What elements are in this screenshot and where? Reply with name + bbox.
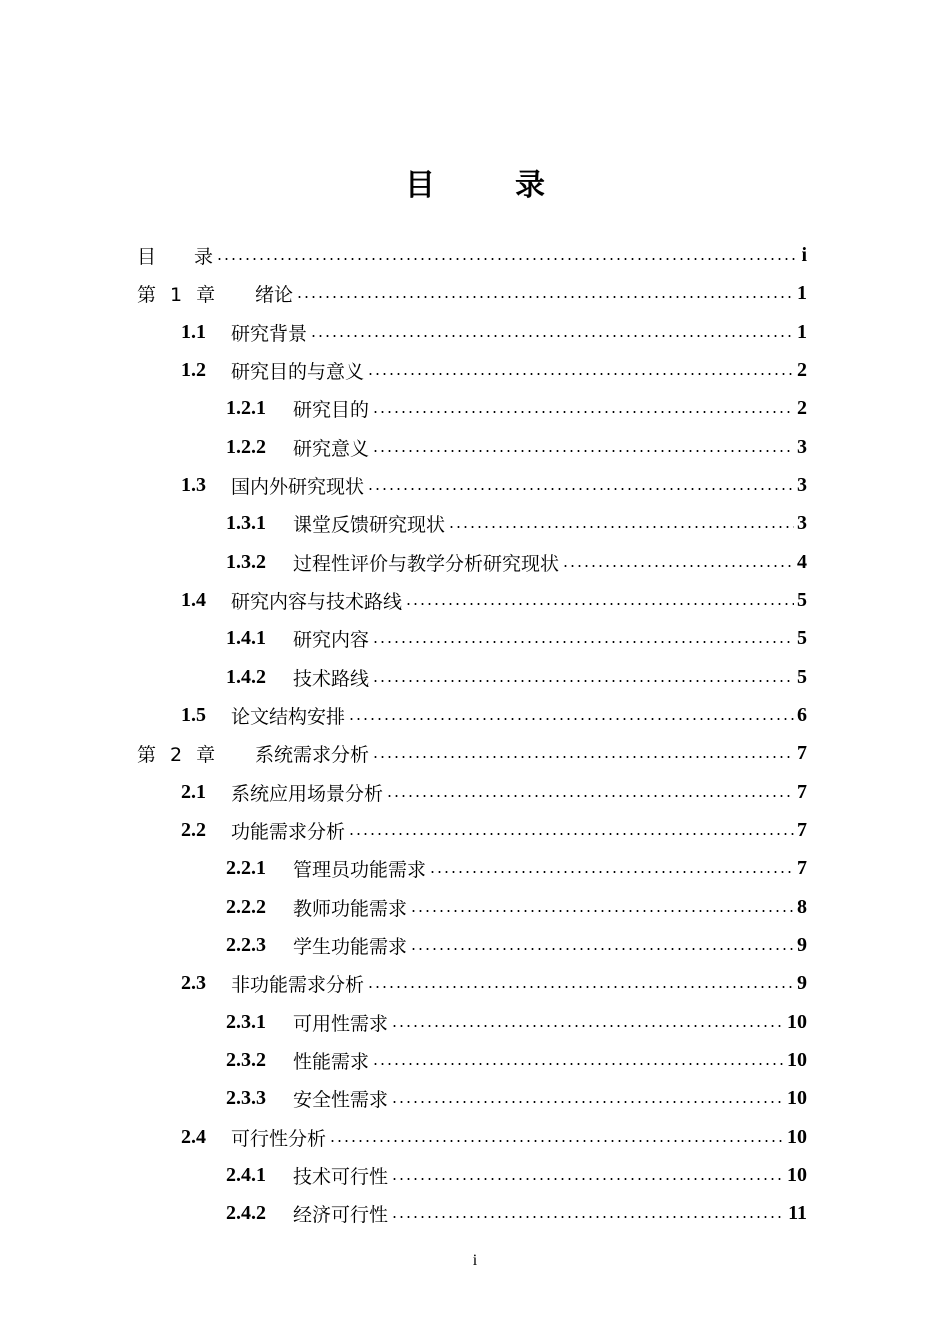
toc-entry[interactable] xyxy=(181,968,807,998)
toc-entry-title: 论文结构安排 xyxy=(231,705,346,728)
toc-entry-number: 1.3.1 xyxy=(226,511,266,534)
toc-dot-leader xyxy=(329,1139,784,1143)
toc-entry[interactable] xyxy=(181,815,807,845)
toc-entry-title: 可用性需求 xyxy=(293,1012,389,1035)
toc-entry-page: 5 xyxy=(797,626,807,649)
toc-entry-page: 10 xyxy=(787,1010,807,1033)
toc-entry[interactable] xyxy=(181,585,807,615)
toc-dot-leader xyxy=(372,640,794,644)
toc-entry-page: 10 xyxy=(787,1125,807,1148)
toc-dot-leader xyxy=(372,449,794,453)
toc-entry-title: 国内外研究现状 xyxy=(231,475,365,498)
toc-entry-number: 2.2.1 xyxy=(226,856,266,879)
toc-entry-number: 1.3.2 xyxy=(226,550,266,573)
toc-entry-title: 性能需求 xyxy=(293,1050,370,1073)
toc-entry-page: 6 xyxy=(797,703,807,726)
toc-entry[interactable] xyxy=(226,547,807,577)
toc-dot-leader xyxy=(448,525,794,529)
toc-entry-number: 2.3 xyxy=(181,971,206,994)
toc-entry-title: 非功能需求分析 xyxy=(231,973,365,996)
toc-entry-number: 2.2.2 xyxy=(226,895,266,918)
toc-entry[interactable] xyxy=(226,432,807,462)
toc-entry-number: 1.4.2 xyxy=(226,665,266,688)
toc-dot-leader xyxy=(348,717,794,721)
toc-entry-number: 第 2 章 xyxy=(137,743,220,766)
toc-entry-number: 2.3.3 xyxy=(226,1086,266,1109)
page-title-char-2: 录 xyxy=(515,168,545,203)
toc-entry[interactable] xyxy=(137,278,807,308)
toc-entry-page: 10 xyxy=(787,1163,807,1186)
toc-entry-page: 2 xyxy=(797,396,807,419)
toc-entry[interactable] xyxy=(226,1160,807,1190)
toc-entry-page: 7 xyxy=(797,856,807,879)
toc-entry-page: 11 xyxy=(788,1201,807,1224)
toc-entry-title: 安全性需求 xyxy=(293,1088,389,1111)
toc-entry[interactable] xyxy=(226,623,807,653)
toc-entry-title: 过程性评价与教学分析研究现状 xyxy=(293,552,560,575)
toc-entry-number: 2.3.2 xyxy=(226,1048,266,1071)
toc-entry-title: 学生功能需求 xyxy=(293,935,408,958)
toc-entry-page: 7 xyxy=(797,741,807,764)
toc-dot-leader xyxy=(410,909,794,913)
toc-entry[interactable] xyxy=(181,1122,807,1152)
toc-entry-title: 研究目的与意义 xyxy=(231,360,365,383)
toc-entry-title: 研究背景 xyxy=(231,322,308,345)
toc-entry-number: 1.3 xyxy=(181,473,206,496)
toc-entry-number: 1.2.2 xyxy=(226,435,266,458)
toc-entry[interactable] xyxy=(181,355,807,385)
toc-entry-title: 管理员功能需求 xyxy=(293,858,427,881)
toc-entry-page: 7 xyxy=(797,818,807,841)
toc-entry[interactable] xyxy=(226,393,807,423)
toc-entry-page: 1 xyxy=(797,320,807,343)
toc-entry-number: 2.4.2 xyxy=(226,1201,266,1224)
toc-entry[interactable] xyxy=(137,240,807,270)
toc-entry[interactable] xyxy=(226,930,807,960)
toc-entry-title: 功能需求分析 xyxy=(231,820,346,843)
toc-dot-leader xyxy=(216,257,796,261)
toc-entry-page: 3 xyxy=(797,473,807,496)
toc-entry-title: 绪论 xyxy=(255,283,294,306)
toc-entry-title: 研究目的 xyxy=(293,398,370,421)
toc-entry-number: 第 1 章 xyxy=(137,283,220,306)
toc-entry-title: 目 录 xyxy=(137,245,214,268)
toc-dot-leader xyxy=(391,1024,784,1028)
toc-entry[interactable] xyxy=(226,508,807,538)
toc-dot-leader xyxy=(372,1062,784,1066)
toc-entry-number: 2.3.1 xyxy=(226,1010,266,1033)
toc-entry-number: 1.2 xyxy=(181,358,206,381)
toc-entry-number: 2.2.3 xyxy=(226,933,266,956)
toc-dot-leader xyxy=(562,564,794,568)
toc-entry-title: 研究意义 xyxy=(293,437,370,460)
toc-entry-number: 2.1 xyxy=(181,780,206,803)
toc-dot-leader xyxy=(367,985,794,989)
toc-dot-leader xyxy=(372,410,794,414)
toc-dot-leader xyxy=(410,947,794,951)
toc-dot-leader xyxy=(429,870,794,874)
toc-entry-number: 1.1 xyxy=(181,320,206,343)
toc-dot-leader xyxy=(391,1177,784,1181)
toc-entry-number: 1.2.1 xyxy=(226,396,266,419)
toc-entry-number: 2.4 xyxy=(181,1125,206,1148)
page-number: i xyxy=(472,1252,478,1269)
toc-entry-page: 7 xyxy=(797,780,807,803)
toc-entry[interactable] xyxy=(226,892,807,922)
toc-entry-title: 系统需求分析 xyxy=(255,743,370,766)
toc-entry-page: 3 xyxy=(797,435,807,458)
toc-entry-title: 研究内容 xyxy=(293,628,370,651)
toc-entry-title: 技术可行性 xyxy=(293,1165,389,1188)
toc-entry[interactable] xyxy=(181,700,807,730)
toc-entry-title: 研究内容与技术路线 xyxy=(231,590,403,613)
toc-dot-leader xyxy=(348,832,794,836)
toc-entry-page: i xyxy=(801,243,807,266)
toc-entry-title: 可行性分析 xyxy=(231,1127,327,1150)
toc-entry-title: 教师功能需求 xyxy=(293,897,408,920)
toc-entry-page: 10 xyxy=(787,1048,807,1071)
toc-entry-page: 9 xyxy=(797,971,807,994)
toc-dot-leader xyxy=(391,1100,784,1104)
toc-entry[interactable] xyxy=(137,738,807,768)
toc-entry-number: 2.2 xyxy=(181,818,206,841)
toc-entry-title: 经济可行性 xyxy=(293,1203,389,1226)
toc-entry[interactable] xyxy=(181,777,807,807)
toc-entry-page: 4 xyxy=(797,550,807,573)
toc-entry-title: 技术路线 xyxy=(293,667,370,690)
toc-entry-page: 5 xyxy=(797,665,807,688)
toc-entry-number: 2.4.1 xyxy=(226,1163,266,1186)
toc-entry-number: 1.4 xyxy=(181,588,206,611)
toc-dot-leader xyxy=(372,755,794,759)
toc-entry[interactable] xyxy=(181,317,807,347)
toc-entry-page: 1 xyxy=(797,281,807,304)
toc-dot-leader xyxy=(310,334,794,338)
toc-entry[interactable] xyxy=(226,853,807,883)
toc-entry-number: 1.4.1 xyxy=(226,626,266,649)
toc-entry[interactable] xyxy=(226,1007,807,1037)
toc-dot-leader xyxy=(372,679,794,683)
toc-entry-title: 课堂反馈研究现状 xyxy=(293,513,446,536)
toc-dot-leader xyxy=(296,295,794,299)
toc-entry[interactable] xyxy=(226,1083,807,1113)
toc-entry-page: 9 xyxy=(797,933,807,956)
page-title-char-1: 目 xyxy=(405,168,435,203)
toc-entry-page: 10 xyxy=(787,1086,807,1109)
toc-entry[interactable] xyxy=(226,662,807,692)
toc-entry-number: 1.5 xyxy=(181,703,206,726)
toc-entry-title: 系统应用场景分析 xyxy=(231,782,384,805)
toc-dot-leader xyxy=(367,372,794,376)
toc-dot-leader xyxy=(367,487,794,491)
page-title xyxy=(0,160,950,204)
toc-entry-page: 2 xyxy=(797,358,807,381)
toc-entry-page: 8 xyxy=(797,895,807,918)
toc-entry[interactable] xyxy=(226,1198,807,1228)
toc-entry[interactable] xyxy=(226,1045,807,1075)
toc-dot-leader xyxy=(386,794,794,798)
toc-dot-leader xyxy=(391,1215,785,1219)
toc-entry-page: 5 xyxy=(797,588,807,611)
toc-entry[interactable] xyxy=(181,470,807,500)
toc-dot-leader xyxy=(405,602,794,606)
toc-entry-page: 3 xyxy=(797,511,807,534)
